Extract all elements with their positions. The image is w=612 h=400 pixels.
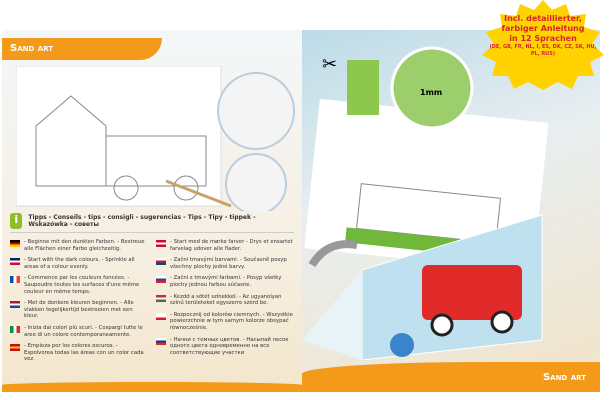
tip-item — [156, 294, 294, 307]
tip-text: - Inizia dai colori più scuri. - Cospargi tutte le aree di un colore contemporaneamente. — [24, 324, 143, 338]
tip-text: - Rozpocznij od kolorów ciemnych. - Wszystkie powierzchnie w tym samym kolorze obsypać równocześnie. — [170, 311, 293, 331]
penguin — [390, 333, 414, 357]
footer-bar — [2, 382, 302, 392]
tip-text: - Empieza por los colores oscuros. - Espolvorea todas las áreas con un color cada vez. — [24, 343, 144, 363]
tip-item — [156, 257, 294, 270]
left-page — [2, 30, 302, 392]
sand-art-footer: Sand art — [542, 372, 586, 383]
inset-circle-top — [218, 73, 294, 149]
tip-text: - Beginne mit den dunklen Farben. - Bestreue alle Flächen einer Farbe gleichzeitig. — [24, 239, 145, 252]
tips-heading: Tipps - Conseils - tips - consigli - sugerencias - Tips - Tipy - tippek - Wskazówka - советы — [28, 214, 256, 228]
footer-bar — [302, 362, 600, 392]
badge-text: Incl. detaillierter, farbiger Anleitung in 12 Sprachen (DE, GB, FR, NL, I, ES, DK, CZ, SK, HU, PL, RUS) — [489, 14, 597, 57]
flag-gb-icon — [10, 258, 20, 265]
sand-art-header: Sand art — [2, 38, 162, 60]
coloring-illustration — [16, 66, 296, 211]
flag-cz-icon — [156, 258, 166, 265]
sand-bag — [347, 60, 379, 115]
tip-item — [156, 275, 294, 288]
flag-fr-icon — [10, 276, 20, 283]
tip-item — [10, 239, 148, 252]
inset-label: 1mm — [420, 88, 443, 97]
tip-item — [156, 312, 294, 332]
tip-item — [10, 275, 148, 295]
flag-nl-icon — [10, 301, 20, 308]
tip-item — [156, 337, 294, 357]
tip-item — [10, 343, 148, 363]
flag-ru-icon — [156, 338, 166, 345]
flag-hu-icon — [156, 295, 166, 302]
tip-item — [10, 325, 148, 338]
flag-sk-icon — [156, 276, 166, 283]
tip-item — [156, 239, 294, 252]
flag-de-icon — [10, 240, 20, 247]
tip-text: - Commence par les couleurs foncées. - Saupoudre toutes les surfaces d'une même couleur en même temps. — [24, 275, 140, 295]
inset-circle-bottom — [226, 154, 286, 211]
tip-text: - Start with the dark colours. - Sprinkle all areas of a colour evenly. — [24, 257, 135, 270]
flag-dk-icon — [156, 240, 166, 247]
tip-text: - Začni s tmavými farbami. - Posyp všetky plochy jednou farbou súčasne. — [170, 275, 282, 288]
tip-item — [10, 300, 148, 320]
tip-text: - Kezdd a sötét színekkel. - Az ugyanolyan színű területeket egyszerre szórd be. — [170, 293, 282, 307]
tip-text: - Začni tmavými barvami. - Současně posyp všechny plochy jedné barvy. — [170, 257, 287, 270]
flag-es-icon — [10, 344, 20, 351]
tip-text: - Начни с темных цветов. - Насыпай песок одного цвета одновременно на все соответствующие участки — [170, 336, 289, 356]
flag-pl-icon — [156, 313, 166, 320]
tip-text: - Start med de mørke farver - Drys et ensartet farvelag udover alle flader. — [170, 239, 293, 252]
tip-text: - Met de donkere kleuren beginnen. - Alle vlakken tegelijkertijd bestrooien met een kleur. — [24, 300, 134, 320]
tips-section — [10, 213, 294, 368]
scissors-icon: ✂ — [322, 54, 338, 75]
info-icon: i — [10, 213, 22, 229]
flag-it-icon — [10, 326, 20, 333]
tip-item — [10, 257, 148, 270]
